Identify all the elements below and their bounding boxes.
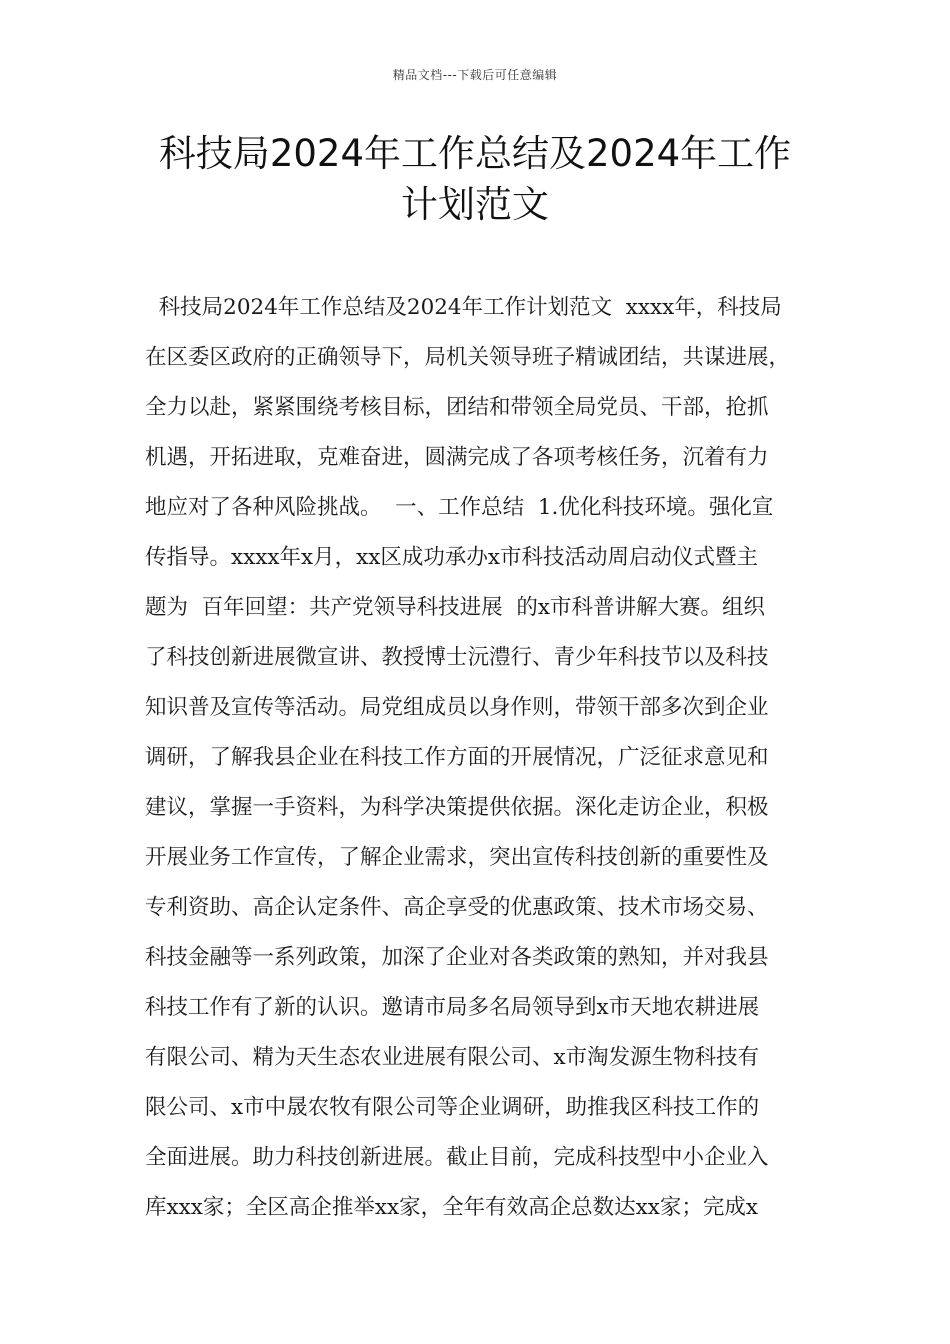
body-line: 科技金融等一系列政策，加深了企业对各类政策的熟知，并对我县: [145, 945, 769, 970]
body-line: 有限公司、精为天生态农业进展有限公司、x市淘发源生物科技有: [145, 1045, 760, 1070]
body-line: 知识普及宣传等活动。局党组成员以身作则，带领干部多次到企业: [145, 695, 769, 720]
title-line-2: 计划范文: [401, 183, 549, 226]
body-line: 限公司、x市中晟农牧有限公司等企业调研，助推我区科技工作的: [145, 1095, 760, 1120]
body-line: 专利资助、高企认定条件、高企享受的优惠政策、技术市场交易、: [145, 895, 769, 920]
body-paragraph: [145, 283, 810, 1233]
body-line: 建议，掌握一手资料，为科学决策提供依据。深化走访企业，积极: [145, 795, 769, 820]
body-line: 开展业务工作宣传，了解企业需求，突出宣传科技创新的重要性及: [145, 845, 769, 870]
body-line: 调研，了解我县企业在科技工作方面的开展情况，广泛征求意见和: [145, 745, 769, 770]
body-line: 库xxx家；全区高企推举xx家，全年有效高企总数达xx家；完成x: [145, 1195, 759, 1220]
title-line-1: 科技局2024年工作总结及2024年工作: [158, 132, 792, 175]
body-line: 全面进展。助力科技创新进展。截止目前，完成科技型中小企业入: [145, 1145, 769, 1170]
body-line: 科技工作有了新的认识。邀请市局多名局领导到x市天地农耕进展: [145, 995, 760, 1020]
body-line: 了科技创新进展微宣讲、教授博士沅澧行、青少年科技节以及科技: [145, 645, 769, 670]
body-line: 传指导。xxxx年x月，xx区成功承办x市科技活动周启动仪式暨主: [145, 545, 759, 570]
body-line: 全力以赴，紧紧围绕考核目标，团结和带领全局党员、干部，抢抓: [145, 395, 769, 420]
body-line: 科技局2024年工作总结及2024年工作计划范文 xxxx年，科技局: [145, 295, 782, 320]
body-line: 题为 百年回望：共产党领导科技进展 的x市科普讲解大赛。组织: [145, 595, 765, 620]
document-title: [110, 128, 840, 230]
body-line: 在区委区政府的正确领导下，局机关领导班子精诚团结，共谋进展，: [145, 345, 791, 370]
header-note: 精品文档---下载后可任意编辑: [392, 68, 558, 82]
body-line: 地应对了各种风险挑战。 一、工作总结 1.优化科技环境。强化宣: [145, 495, 774, 520]
body-line: 机遇，开拓进取，克难奋进，圆满完成了各项考核任务，沉着有力: [145, 445, 769, 470]
